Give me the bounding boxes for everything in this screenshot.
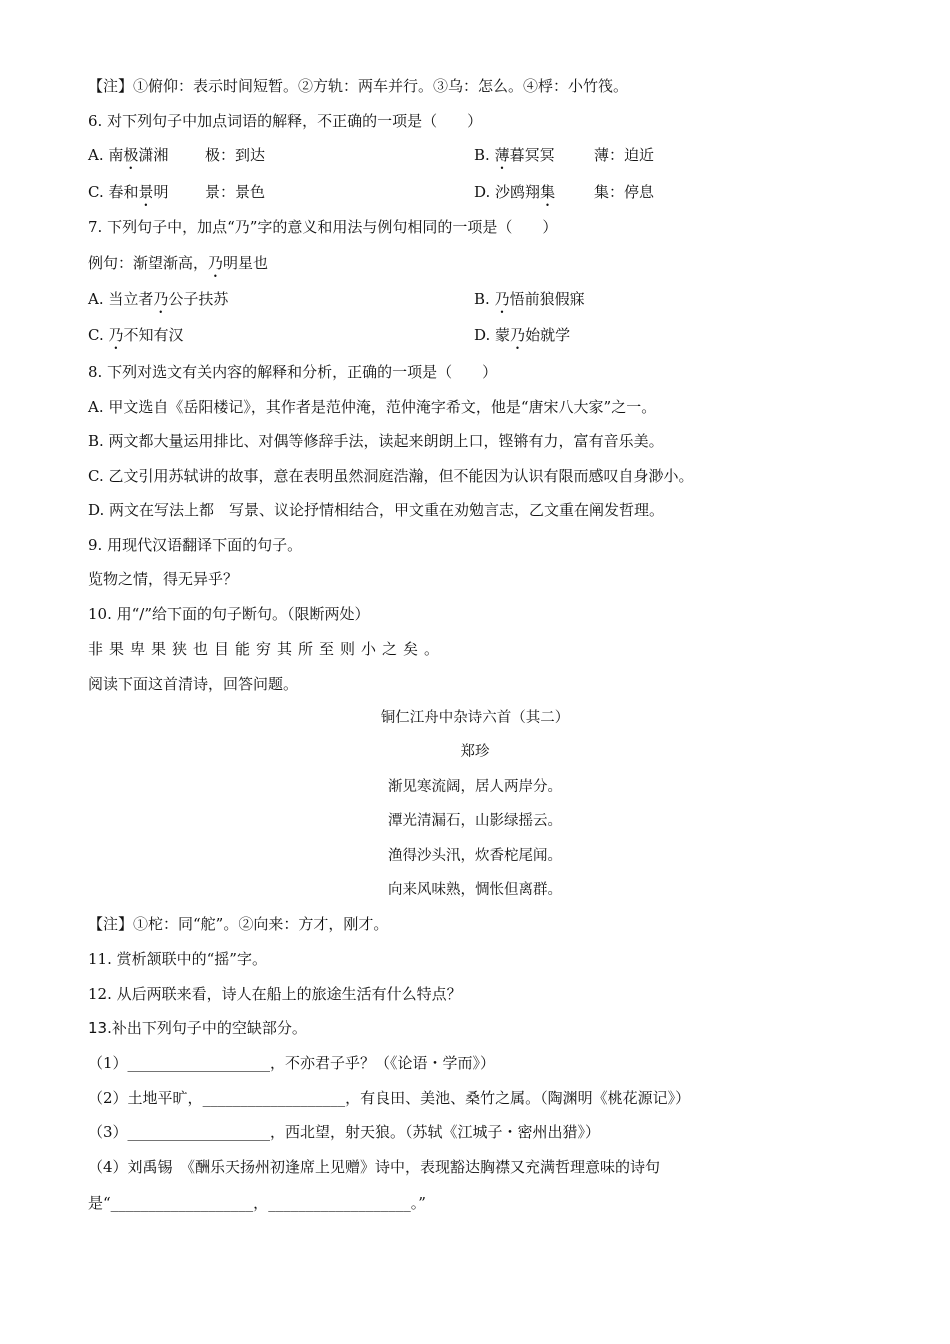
question-9-stem: 9. 用现代汉语翻译下面的句子。 bbox=[88, 536, 303, 554]
question-13-item-4: （4）刘禹锡 《酬乐天扬州初逢席上见赠》诗中，表现豁达胸襟又充满哲理意味的诗句 bbox=[88, 1158, 661, 1176]
question-6-option-a-explanation: 极：到达 bbox=[205, 146, 266, 164]
question-6-option-c: C. 春和景明 bbox=[88, 183, 169, 201]
question-7-option-d: D. 蒙乃始就学 bbox=[474, 326, 571, 344]
question-13-item-1: （1）___________________，不亦君子乎？（《论语・学而》） bbox=[88, 1054, 496, 1072]
passage-note: 【注】①俯仰：表示时间短暂。②方轨：两车并行。③乌：怎么。④桴：小竹筏。 bbox=[88, 77, 629, 95]
question-6-option-d-explanation: 集：停息 bbox=[594, 183, 655, 201]
question-13-item-4-answer: 是“___________________，___________________。” bbox=[88, 1194, 426, 1212]
poem-line-2: 潭光清漏石，山影绿摇云。 bbox=[388, 813, 562, 829]
question-9-sentence: 览物之情，得无异乎？ bbox=[88, 570, 239, 588]
poem-intro: 阅读下面这首清诗，回答问题。 bbox=[88, 675, 299, 693]
question-6-option-b-explanation: 薄：迫近 bbox=[594, 146, 655, 164]
fill-blank[interactable]: ___________________ bbox=[202, 1089, 346, 1107]
fill-blank[interactable]: ___________________ bbox=[127, 1054, 271, 1072]
question-10-sentence: 非果卑果狭也目能穷其所至则小之矣。 bbox=[88, 640, 446, 658]
question-10-stem: 10. 用“/”给下面的句子断句。（限断两处） bbox=[88, 605, 370, 623]
fill-blank[interactable]: ___________________ bbox=[110, 1194, 254, 1212]
poem-note: 【注】①柁：同“舵”。②向来：方才，刚才。 bbox=[88, 915, 389, 933]
question-6-option-b: B. 薄暮冥冥 bbox=[474, 146, 555, 164]
question-8-option-d: D. 两文在写法上都 写景、议论抒情相结合，甲文重在劝勉言志，乙文重在阐发哲理。 bbox=[88, 501, 665, 519]
question-13-stem: 13.补出下列句子中的空缺部分。 bbox=[88, 1019, 307, 1037]
poem-line-4: 向来风味熟，惆怅但离群。 bbox=[388, 882, 562, 898]
question-7-stem: 7. 下列句子中，加点“乃”字的意义和用法与例句相同的一项是（ ） bbox=[88, 218, 558, 236]
question-8-option-a: A. 甲文选自《岳阳楼记》，其作者是范仲淹，范仲淹字希文，他是“唐宋八大家”之一。 bbox=[88, 398, 657, 416]
question-7-option-b: B. 乃悟前狼假寐 bbox=[474, 290, 585, 308]
question-7-example: 例句：渐望渐高，乃明星也 bbox=[88, 254, 269, 272]
question-11: 11. 赏析颔联中的“摇”字。 bbox=[88, 950, 267, 968]
question-6-stem: 6. 对下列句子中加点词语的解释，不正确的一项是（ ） bbox=[88, 112, 483, 130]
poem-line-1: 渐见寒流阔，居人两岸分。 bbox=[388, 779, 562, 795]
question-8-option-b: B. 两文都大量运用排比、对偶等修辞手法，读起来朗朗上口，铿锵有力，富有音乐美。 bbox=[88, 432, 664, 450]
question-8-stem: 8. 下列对选文有关内容的解释和分析，正确的一项是（ ） bbox=[88, 363, 498, 381]
question-8-option-c: C. 乙文引用苏轼讲的故事，意在表明虽然洞庭浩瀚，但不能因为认识有限而感叹自身渺小。 bbox=[88, 467, 694, 485]
question-13-item-3: （3）___________________，西北望，射天狼。（苏轼《江城子・密州出猎》） bbox=[88, 1123, 601, 1141]
poem-line-3: 渔得沙头汛，炊香柁尾闻。 bbox=[388, 848, 562, 864]
question-6-option-a: A. 南极潇湘 bbox=[88, 146, 169, 164]
question-12: 12. 从后两联来看，诗人在船上的旅途生活有什么特点？ bbox=[88, 985, 462, 1003]
fill-blank[interactable]: ___________________ bbox=[268, 1194, 411, 1212]
question-7-option-c: C. 乃不知有汉 bbox=[88, 326, 184, 344]
poem-title: 铜仁江舟中杂诗六首（其二） bbox=[380, 710, 570, 726]
poem-author: 郑珍 bbox=[460, 744, 490, 760]
question-6-option-c-explanation: 景：景色 bbox=[205, 183, 266, 201]
question-13-item-2: （2）土地平旷，___________________，有良田、美池、桑竹之属。（陶渊明《桃花源记》） bbox=[88, 1089, 691, 1107]
fill-blank[interactable]: ___________________ bbox=[127, 1123, 271, 1141]
question-6-option-d: D. 沙鸥翔集 bbox=[474, 183, 556, 201]
question-7-option-a: A. 当立者乃公子扶苏 bbox=[88, 290, 229, 308]
